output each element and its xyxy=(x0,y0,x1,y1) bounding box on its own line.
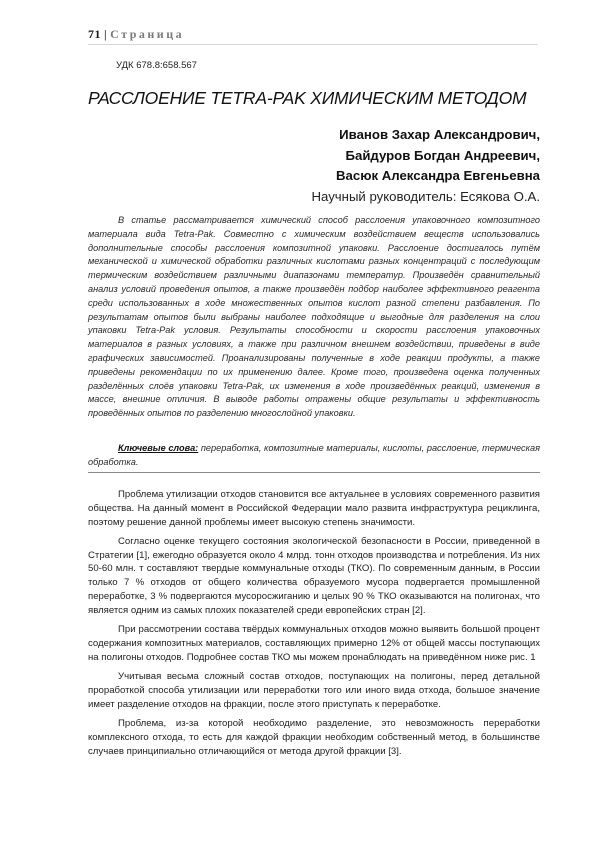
abstract: В статье рассматривается химический способ расслоения упаковочного композитного материала вида Tetra-Pak. Совместно с химическим воздействием веществ использовались дополнительные способы расслоения композитной упаковки. Расслоение достигалось путём механической и химической обработки различных кислотами разных концентраций с последующим термическим воздействием различными диапазонами температур. Произведён сравнительный анализ условий проведения опытов, а также произведён подбор наиболее эффективного реагента среди использованных в ходе множественных опытов кислот разной степени разбавления. По результатам опытов были выбраны наиболее подходящие и выгодные для разделения на слои упаковки Tetra-Pak условия. Результаты способности и скорости расслоения упаковочных материалов в разных условиях, а также при различном внешнем воздействии, приведены в виде графических зависимостей. Проанализированы полученные в ходе реакции продукты, а также приведены рекомендации по их применению далее. Кроме того, произведена оценка полученных разделённых слоёв упаковки Tetra-Pak, их изменения в ходе произведённых реакций, изменения в массе, внешние отличия. В выводе работы отражены общие результаты и эффективность проведённых опытов по разделению многослойной упаковки. xyxy=(88,215,540,419)
keywords-text: переработка, композитные материалы, кислоты, расслоение, термическая обработка. xyxy=(88,443,540,467)
body-paragraph: При рассмотрении состава твёрдых коммунальных отходов можно выявить большой процент содержания композитных материалов, составляющих примерно 12% от общей массы поступающих на полигоны отходов. Подробнее состав ТКО мы можем пронаблюдать на приведённом ниже рис. 1 xyxy=(88,624,540,663)
udk-code: УДК 678.8:658.567 xyxy=(116,60,197,71)
article-body xyxy=(88,488,540,764)
article-title: РАССЛОЕНИЕ TETRA-PAK ХИМИЧЕСКИМ МЕТОДОМ xyxy=(88,88,527,108)
body-paragraph: Согласно оценке текущего состояния экологической безопасности в России, приведенной в Стратегии [1], ежегодно образуется около 4 млрд. тонн отходов производства и потребления. Из них 50-60 млн. т составляют твердые коммунальные отходы (ТКО). По современным данным, в России только 7 % отходов от общего количества образуемого мусора подвергается промышленной переработке, 3 % подвергаются мусоросжиганию и целых 90 % ТКО оказываются на полигонах, что является одним из самых плохих показателей среди европейских стран [2]. xyxy=(88,535,540,616)
keywords-label: Ключевые слова: xyxy=(118,443,199,453)
header-separator: | xyxy=(104,27,108,41)
body-paragraph: Учитывая весьма сложный состав отходов, поступающих на полигоны, перед детальной проработкой способа утилизации или переработки того или иного вида отхода, большое значение имеет разделение отходов на фракции, после этого приступать к переработке. xyxy=(88,671,540,710)
page-number: 71 xyxy=(88,27,101,41)
page-word: Страница xyxy=(110,27,185,41)
keywords xyxy=(88,442,540,470)
author-name: Байдуров Богдан Андреевич, xyxy=(345,147,540,163)
author-name: Васюк Александра Евгеньевна xyxy=(336,168,540,183)
author-name: Иванов Захар Александрович, xyxy=(339,127,540,142)
author-block xyxy=(311,125,540,207)
running-header xyxy=(88,27,184,42)
body-paragraph: Проблема, из-за которой необходимо разделение, это невозможность переработки комплексного отхода, то есть для каждой фракции необходим собственный метод, в большинстве случаев принципиально отличающийся от метода другой фракции [3]. xyxy=(88,717,540,757)
keywords-divider xyxy=(88,472,540,473)
header-divider xyxy=(88,44,538,45)
scientific-supervisor: Научный руководитель: Есякова О.А. xyxy=(311,188,540,204)
body-paragraph: Проблема утилизации отходов становится все актуальнее в условиях современного развития общества. На данный момент в Российской Федерации мало развита инфраструктура рециклинга, поэтому решение данной проблемы имеет высокую степень значимости. xyxy=(88,489,540,528)
